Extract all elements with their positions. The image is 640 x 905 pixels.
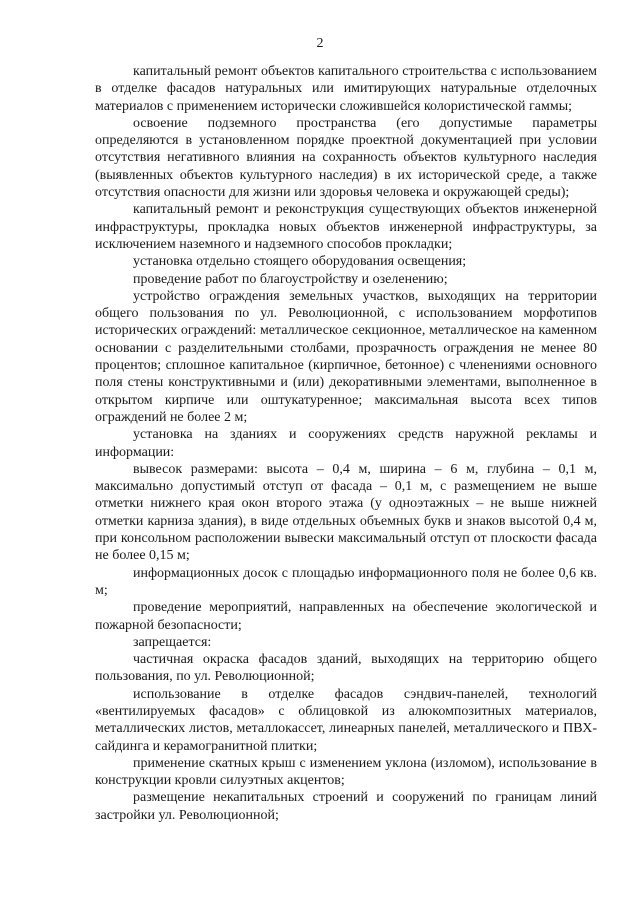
paragraph-info-boards: информационных досок с площадью информационного поля не более 0,6 кв. м; bbox=[95, 565, 597, 598]
paragraph-safety-measures: проведение мероприятий, направленных на обеспечение экологической и пожарной безопасности; bbox=[95, 600, 597, 633]
paragraph-advertising: установка на зданиях и сооружениях средств наружной рекламы и информации: bbox=[95, 427, 597, 460]
paragraph-pitched-roofs: применение скатных крыш с изменением уклона (изломом), использование в конструкции кровли силуэтных акцентов; bbox=[95, 755, 597, 789]
paragraph-landscaping: проведение работ по благоустройству и озеленению; bbox=[133, 271, 448, 287]
paragraph-sandwich-panels: использование в отделке фасадов сэндвич-панелей, технологий «вентилируемых фасадов» с облицовкой из алюкомпозитных материалов, металлических листов, металлокассет, линеарных панелей, металлического и ПВХ-сайдинга и керамогранитной плитки; bbox=[95, 686, 597, 754]
document-body bbox=[95, 63, 597, 824]
paragraph-signboards: вывесок размерами: высота – 0,4 м, ширина – 6 м, глубина – 0,1 м, максимально допустимый отступ от фасада – 0,1 м, с размещением не выше отметки нижнего края окон второго этажа (у одноэтажных – не выше нижней отметки карниза здания), в виде отдельных объемных букв и знаков высотой 0,4 м, при консольном расположении вывески максимальный отступ от плоскости фасада не более 0,15 м; bbox=[95, 461, 597, 564]
paragraph-prohibited-heading: запрещается: bbox=[133, 634, 212, 650]
paragraph-facade-repair: капитальный ремонт объектов капитального строительства с использованием в отделке фасадов натуральных или имитирующих натуральные отделочных материалов с применением исторически сложившейся колористической гаммы; bbox=[95, 64, 597, 114]
paragraph-fencing: устройство ограждения земельных участков, выходящих на территории общего пользования по ул. Революционной, с использованием морфотипов исторических ограждений: металлическое секционное, металлическое на каменном основании с разделительными столбами, прозрачность ограждения не менее 80 процентов; сплошное капитальное (кирпичное, бетонное) с членениями основного поля стены конструктивными и (или) декоративными элементами, выполненное в открытом кирпиче или оштукатуренное; максимальная высота всех типов ограждений не более 2 м; bbox=[95, 288, 597, 425]
paragraph-underground-space: освоение подземного пространства (его допустимые параметры определяются в установленном порядке проектной документацией при условии отсутствия негативного влияния на сохранность объектов культурного наследия (выявленных объектов культурного наследия) в их исторической среде, а также отсутствия опасности для жизни или здоровья человека и окружающей среды); bbox=[95, 115, 597, 201]
paragraph-partial-painting: частичная окраска фасадов зданий, выходящих на территорию общего пользования, по ул. Революционной; bbox=[95, 652, 597, 685]
paragraph-lighting: установка отдельно стоящего оборудования освещения; bbox=[133, 254, 467, 270]
paragraph-temporary-structures: размещение некапитальных строений и сооружений по границам линий застройки ул. Революционной; bbox=[95, 790, 597, 823]
paragraph-engineering-infrastructure: капитальный ремонт и реконструкция существующих объектов инженерной инфраструктуры, прокладка новых объектов инженерной инфраструктуры, за исключением наземного и надземного способов прокладки; bbox=[95, 202, 597, 252]
page-number: 2 bbox=[316, 36, 324, 51]
